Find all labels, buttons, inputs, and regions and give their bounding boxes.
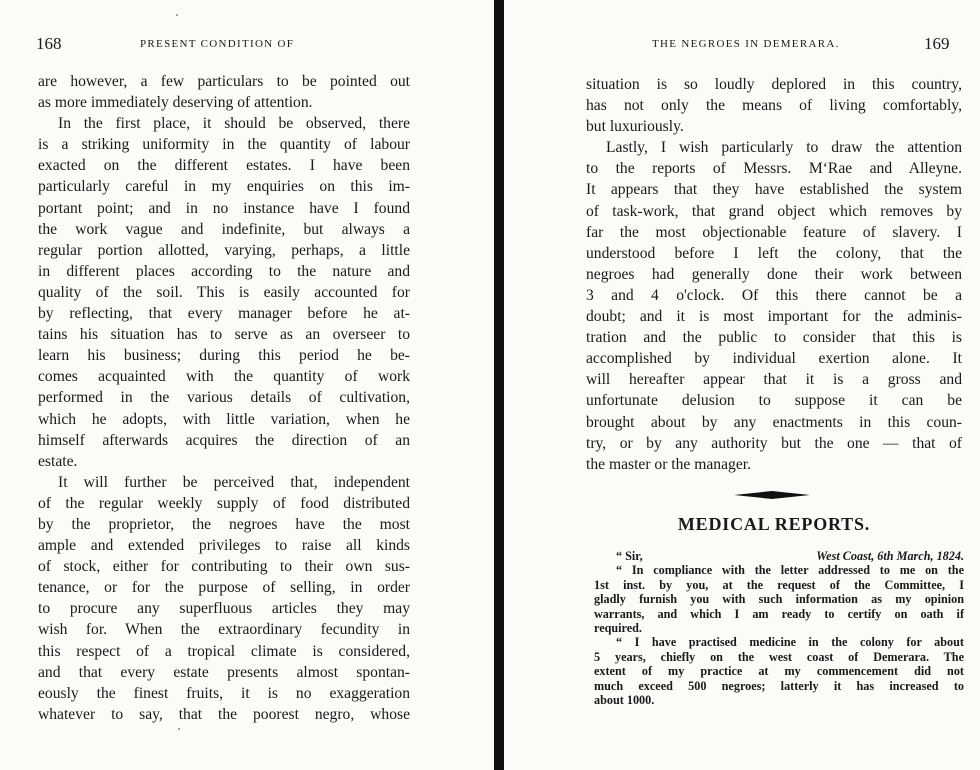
letter-place-date: West Coast, 6th March, 1824.: [816, 549, 964, 563]
text-line: It appears that they have established the system: [586, 181, 962, 199]
running-head-right: THE NEGROES IN DEMERARA.: [652, 38, 840, 50]
text-line: far the most objectionable feature of slavery. I: [586, 223, 962, 241]
text-line: the master or the manager.: [586, 455, 751, 473]
letter-line: extent of my practice at my commencement did not: [594, 664, 964, 679]
text-line: eously the finest fruits, it is no exaggeration: [38, 684, 410, 702]
text-line: tenance, or for the purpose of selling, in order: [38, 579, 410, 597]
text-line: negroes had generally done their work between: [586, 265, 962, 283]
text-line: of stock, either for contributing to their own sus-: [38, 558, 410, 576]
letter-line: about 1000.: [594, 693, 655, 708]
text-line: will hereafter appear that it is a gross and: [586, 371, 962, 389]
text-line: tration and the public to consider that this is: [586, 329, 962, 347]
text-line: estate.: [38, 452, 78, 470]
text-line: Lastly, I wish particularly to draw the attention: [606, 139, 962, 157]
body-text-left: [38, 71, 410, 725]
letter-heading: [594, 549, 964, 563]
text-line: tains his situation has to serve as an overseer to: [38, 326, 410, 344]
letter-line: “ I have practised medicine in the colony for about: [616, 635, 964, 650]
running-head-left: PRESENT CONDITION OF: [140, 38, 295, 50]
scan-speck: [176, 14, 178, 16]
section-title: MEDICAL REPORTS.: [677, 514, 871, 534]
text-line: by the proprietor, the negroes have the most: [38, 515, 410, 533]
letter-block: [594, 549, 964, 707]
text-line: whatever to say, that the poorest negro, whose: [38, 705, 410, 723]
text-line: learn his business; during this period he be-: [38, 347, 410, 365]
body-text-right: [586, 74, 962, 475]
letter-line: 1st inst. by you, at the request of the Committee, I: [594, 577, 964, 592]
text-line: which he adopts, with little variation, when he: [38, 410, 410, 428]
scan-speck: [178, 728, 180, 730]
text-line: is a striking uniformity in the quantity of labour: [38, 136, 410, 154]
text-line: of the regular weekly supply of food distributed: [38, 494, 410, 512]
text-line: the work vague and indefinite, but always a: [38, 220, 410, 238]
text-line: brought about by any enactments in this coun-: [586, 413, 962, 431]
text-line: exacted on the different estates. I have been: [38, 157, 410, 175]
text-line: comes acquainted with the quantity of work: [38, 368, 410, 386]
letter-salutation: “ Sir,: [616, 549, 643, 563]
text-line: doubt; and it is most important for the adminis-: [586, 308, 962, 326]
text-line: understood before I left the colony, that the: [586, 244, 962, 262]
text-line: himself afterwards acquires the direction of an: [38, 431, 410, 449]
text-line: by reflecting, that every manager before he at-: [38, 305, 410, 323]
text-line: unfortunate delusion to suppose it can be: [586, 392, 962, 410]
text-line: accomplished by individual exertion alone. It: [586, 350, 962, 368]
ornament-rule-icon: [734, 489, 810, 501]
text-line: performed in the various details of cultivation,: [38, 389, 410, 407]
text-line: portant point; and in no instance have I found: [38, 199, 410, 217]
text-line: as more immediately deserving of attention.: [38, 94, 313, 112]
text-line: to the reports of Messrs. M‘Rae and Alleyne.: [586, 160, 962, 178]
letter-line: required.: [594, 621, 642, 636]
page-number-left: 168: [36, 34, 62, 53]
letter-line: 5 years, chiefly on the west coast of Demerara. The: [594, 649, 964, 664]
text-line: and that every estate presents almost spontan-: [38, 663, 410, 681]
letter-line: warrants, and which I am ready to certify on oath if: [594, 606, 964, 621]
text-line: ample and extended privileges to raise all kinds: [38, 537, 410, 555]
text-line: regular portion allotted, varying, perhaps, a little: [38, 241, 410, 259]
page-number-right: 169: [924, 34, 950, 53]
text-line: situation is so loudly deplored in this country,: [586, 76, 962, 93]
text-line: in different places according to the nature and: [38, 262, 410, 280]
text-line: has not only the means of living comfortably,: [586, 97, 962, 115]
text-line: It will further be perceived that, independent: [58, 473, 410, 491]
text-line: particularly careful in my enquiries on this im-: [38, 178, 410, 196]
text-line: are however, a few particulars to be pointed out: [38, 73, 410, 90]
left-page: [0, 0, 488, 770]
text-line: but luxuriously.: [586, 118, 684, 136]
right-page: [506, 0, 980, 770]
text-line: 3 and 4 o'clock. Of this there cannot be a: [586, 286, 962, 304]
text-line: wish for. When the extraordinary fecundity in: [38, 621, 410, 639]
book-gutter: [494, 0, 504, 770]
text-line: In the first place, it should be observed, there: [58, 115, 410, 133]
text-line: to procure any superfluous articles they may: [38, 600, 410, 618]
text-line: of task-work, that grand object which removes by: [586, 202, 962, 220]
letter-line: much exceed 500 negroes; latterly it has increased to: [594, 678, 964, 693]
letter-line: gladly furnish you with such information as my opinion: [594, 592, 964, 607]
text-line: quality of the soil. This is easily accounted for: [38, 283, 410, 301]
letter-line: “ In compliance with the letter addressed to me on the: [616, 563, 964, 578]
text-line: this respect of a tropical climate is considered,: [38, 642, 410, 660]
text-line: try, or by any authority but the one — that of: [586, 434, 962, 452]
